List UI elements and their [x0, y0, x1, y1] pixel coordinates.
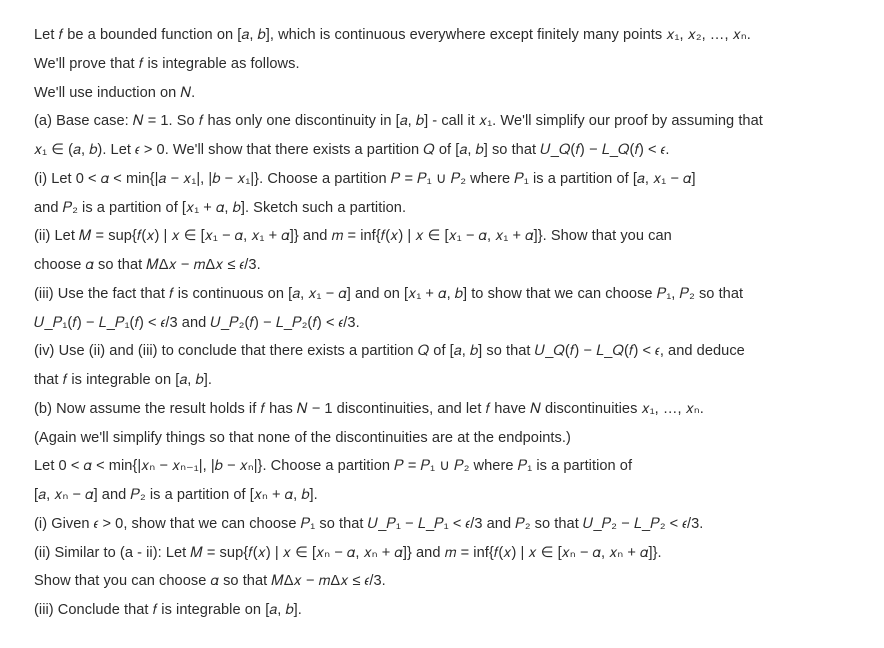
text-line-a-iii: (iii) Use the fact that 𝑓 is continuous on [𝑎, 𝑥₁ − 𝛼] and on [𝑥₁ + 𝛼, 𝑏] to show that we can choose 𝑃₁, 𝑃₂ so that [34, 285, 744, 302]
text-line-a-iv: (iv) Use (ii) and (iii) to conclude that there exists a partition 𝑄 of [𝑎, 𝑏] so that 𝑈_𝑄(𝑓) − 𝐿_𝑄(𝑓) < 𝜖, and deduce [34, 343, 745, 360]
text-line-b-partition: Let 0 < 𝛼 < min{|𝑥ₙ − 𝑥ₙ₋₁|, |𝑏 − 𝑥ₙ|}. Choose a partition 𝑃 = 𝑃₁ ∪ 𝑃₂ where 𝑃₁ is a partition of [34, 458, 633, 475]
text-line-intro: Let 𝑓 be a bounded function on [𝑎, 𝑏], which is continuous everywhere except finitely many points 𝑥₁, 𝑥₂, …, 𝑥ₙ. [34, 27, 751, 43]
text-line-a-ii: (ii) Let 𝑀 = sup{𝑓(𝑥) | 𝑥 ∈ [𝑥₁ − 𝛼, 𝑥₁ + 𝛼]} and 𝑚 = inf{𝑓(𝑥) | 𝑥 ∈ [𝑥₁ − 𝛼, 𝑥₁ + 𝛼]}. Show that you can [34, 228, 672, 245]
text-line-a-i: (i) Let 0 < 𝛼 < min{|𝑎 − 𝑥₁|, |𝑏 − 𝑥₁|}. Choose a partition 𝑃 = 𝑃₁ ∪ 𝑃₂ where 𝑃₁ is a partition of [𝑎, 𝑥₁ − 𝛼] [34, 170, 696, 187]
text-line-a-base-case-cont: 𝑥₁ ∈ (𝑎, 𝑏). Let 𝜖 > 0. We'll show that there exists a partition 𝑄 of [𝑎, 𝑏] so that 𝑈_𝑄(𝑓) − 𝐿_𝑄(𝑓) < 𝜖. [34, 142, 670, 158]
text-line-prove: We'll prove that 𝑓 is integrable as follows. [34, 55, 300, 72]
text-line-b-note: (Again we'll simplify things so that none of the discontinuities are at the endpoints.) [34, 429, 571, 446]
text-line-a-iii-cont: 𝑈_𝑃₁(𝑓) − 𝐿_𝑃₁(𝑓) < 𝜖/3 and 𝑈_𝑃₂(𝑓) − 𝐿_𝑃₂(𝑓) < 𝜖/3. [34, 314, 360, 331]
text-line-b: (b) Now assume the result holds if 𝑓 has 𝑁 − 1 discontinuities, and let 𝑓 have 𝑁 discontinuities 𝑥₁, …, 𝑥ₙ. [34, 400, 704, 417]
text-line-b-iii: (iii) Conclude that 𝑓 is integrable on [𝑎, 𝑏]. [34, 602, 302, 618]
text-line-a-ii-cont: choose 𝛼 so that 𝑀Δ𝑥 − 𝑚Δ𝑥 ≤ 𝜖/3. [34, 257, 261, 273]
text-line-b-ii-cont: Show that you can choose 𝛼 so that 𝑀Δ𝑥 − 𝑚Δ𝑥 ≤ 𝜖/3. [34, 573, 386, 590]
text-line-a-i-cont: and 𝑃₂ is a partition of [𝑥₁ + 𝛼, 𝑏]. Sketch such a partition. [34, 199, 407, 216]
text-line-a-base-case: (a) Base case: 𝑁 = 1. So 𝑓 has only one discontinuity in [𝑎, 𝑏] - call it 𝑥₁. We'll simplify our proof by assuming that [34, 113, 763, 130]
text-line-b-i: (i) Given 𝜖 > 0, show that we can choose 𝑃₁ so that 𝑈_𝑃₁ − 𝐿_𝑃₁ < 𝜖/3 and 𝑃₂ so that 𝑈_𝑃₂ − 𝐿_𝑃₂ < 𝜖/3. [34, 515, 704, 532]
text-line-b-partition-cont: [𝑎, 𝑥ₙ − 𝛼] and 𝑃₂ is a partition of [𝑥ₙ + 𝛼, 𝑏]. [34, 487, 318, 503]
text-line-b-ii: (ii) Similar to (a - ii): Let 𝑀 = sup{𝑓(𝑥) | 𝑥 ∈ [𝑥ₙ − 𝛼, 𝑥ₙ + 𝛼]} and 𝑚 = inf{𝑓(𝑥) | 𝑥 ∈ [𝑥ₙ − 𝛼, 𝑥ₙ + 𝛼]}. [34, 544, 662, 561]
text-line-induction: We'll use induction on 𝑁. [34, 84, 196, 101]
text-line-a-iv-cont: that 𝑓 is integrable on [𝑎, 𝑏]. [34, 372, 212, 388]
